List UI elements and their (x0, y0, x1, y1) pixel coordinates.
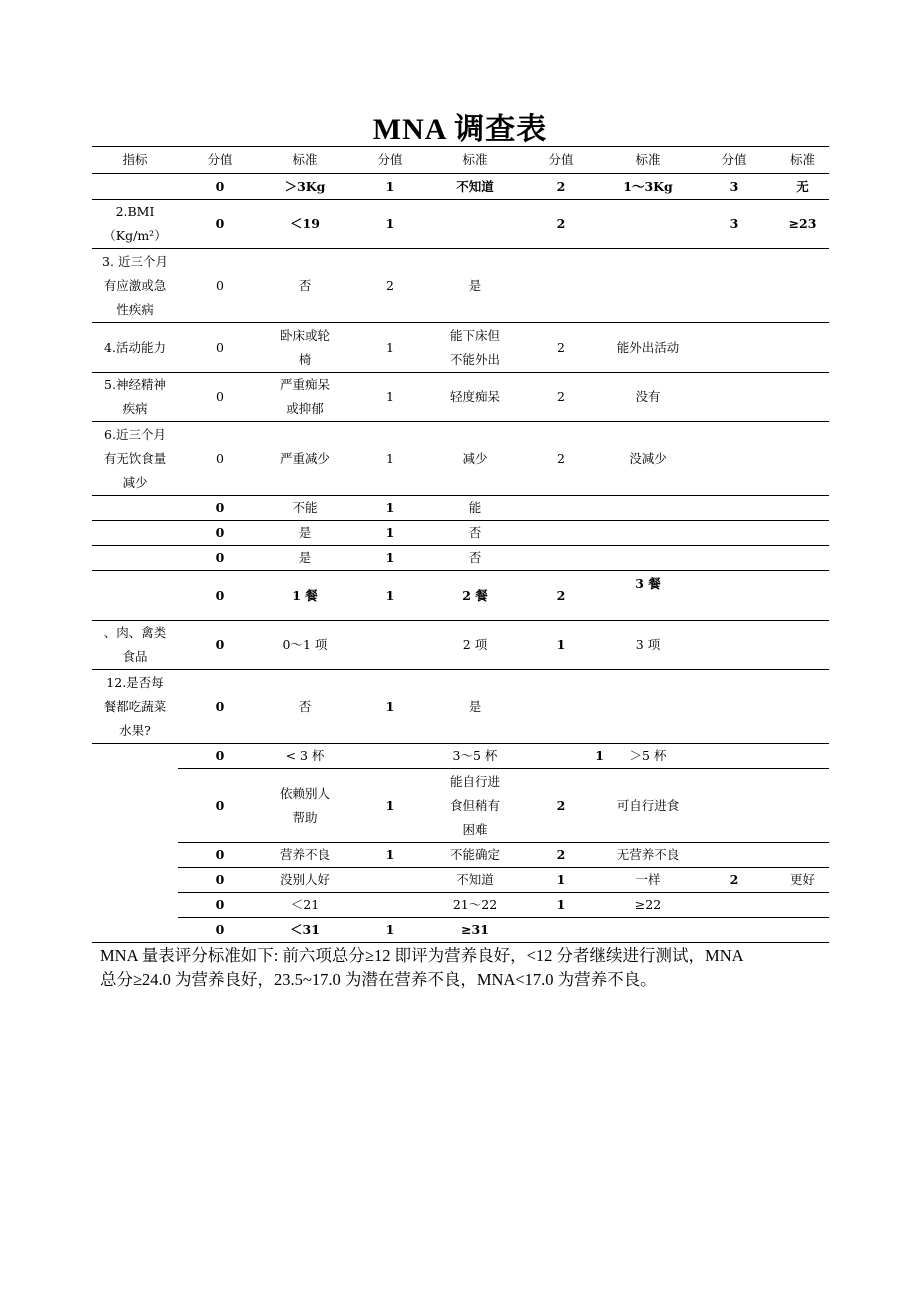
criteria-cell: < 3 杯 (262, 744, 348, 769)
mna-survey-table (92, 146, 829, 943)
criteria-cell: ＞3Kg (262, 174, 348, 200)
criteria-cell: ＜21 (262, 893, 348, 918)
criteria-cell: 可自行进食 (604, 769, 692, 843)
indicator-text: 食品 (122, 649, 148, 664)
criteria-cell: ≥22 (604, 893, 692, 918)
score-cell: 1 (348, 918, 432, 943)
indicator-text: 6.近三个月 (104, 426, 166, 442)
criteria-cell: 3～5 杯 (432, 744, 518, 769)
criteria-cell: 一样 (604, 868, 692, 893)
header-cell: 分值 (348, 147, 432, 174)
criteria-cell: 否 (262, 249, 348, 323)
criteria-text: 不能外出 (449, 351, 500, 367)
criteria-text: 能自行进 (449, 773, 500, 789)
criteria-cell (432, 323, 518, 373)
score-cell: 1 (518, 744, 604, 769)
indicator-cell (92, 373, 178, 422)
criteria-cell (262, 373, 348, 422)
criteria-cell: 2 餐 (432, 571, 518, 621)
indicator-text: 5.神经精神 (104, 377, 166, 392)
criteria-cell (604, 571, 692, 621)
criteria-cell: 不知道 (432, 868, 518, 893)
score-cell: 1 (518, 893, 604, 918)
score-cell: 0 (178, 521, 262, 546)
criteria-cell (432, 200, 518, 249)
score-cell: 1 (348, 571, 432, 621)
indicator-cell (92, 422, 178, 496)
indicator-cell (92, 670, 178, 744)
score-cell: 0 (178, 670, 262, 744)
criteria-cell: 能 (432, 496, 518, 521)
header-cell: 分值 (518, 147, 604, 174)
criteria-cell (262, 323, 348, 373)
score-cell: 0 (178, 546, 262, 571)
scoring-note (100, 944, 822, 992)
table-row (92, 373, 829, 422)
criteria-cell: 21～22 (432, 893, 518, 918)
score-cell: 0 (178, 496, 262, 521)
table-row (92, 621, 829, 670)
indicator-cell (92, 200, 178, 249)
criteria-cell: 3 项 (604, 621, 692, 670)
table-row (92, 893, 829, 918)
criteria-cell: ≥23 (776, 200, 829, 249)
indicator-text: 12.是否每 (106, 674, 164, 690)
scoring-note-line: MNA 量表评分标准如下: 前六项总分≥12 即评为营养良好，<12 分者继续进行测试，MNA (100, 946, 744, 965)
score-cell: 1 (348, 546, 432, 571)
criteria-cell (262, 769, 348, 843)
table-row (92, 546, 829, 571)
score-cell: 2 (518, 769, 604, 843)
table-row (92, 174, 829, 200)
criteria-cell (604, 200, 692, 249)
table-row (92, 918, 829, 943)
score-cell: 1 (348, 843, 432, 868)
criteria-cell: ＜31 (262, 918, 348, 943)
table-row (92, 323, 829, 373)
indicator-text: 3. 近三个月 (102, 253, 168, 269)
score-cell: 2 (518, 200, 604, 249)
indicator-text: 2.BMI (115, 204, 155, 219)
score-cell: 2 (518, 571, 604, 621)
criteria-text: 帮助 (292, 809, 318, 825)
criteria-text: 食但稍有 (449, 797, 500, 813)
score-cell: 2 (348, 249, 432, 323)
score-cell: 0 (178, 769, 262, 843)
score-cell: 0 (178, 918, 262, 943)
score-cell: 2 (518, 373, 604, 422)
criteria-cell: 是 (432, 670, 518, 744)
score-cell: 1 (348, 496, 432, 521)
criteria-cell: 能外出活动 (604, 323, 692, 373)
score-cell: 0 (178, 843, 262, 868)
page-title: MNA 调查表 (372, 113, 548, 146)
table-row (92, 769, 829, 843)
table-row (92, 744, 829, 769)
table-row (92, 249, 829, 323)
score-cell: 1 (348, 200, 432, 249)
criteria-cell (432, 769, 518, 843)
score-cell: 0 (178, 571, 262, 621)
criteria-cell: 不能 (262, 496, 348, 521)
score-cell: 0 (178, 422, 262, 496)
table-header-row (92, 147, 829, 174)
score-cell: 0 (178, 174, 262, 200)
criteria-cell: 无营养不良 (604, 843, 692, 868)
criteria-text: 椅 (298, 351, 312, 367)
table-row (92, 670, 829, 744)
criteria-cell: 1～3Kg (604, 174, 692, 200)
table-row (92, 496, 829, 521)
criteria-cell: ＞5 杯 (604, 744, 692, 769)
criteria-cell: 是 (262, 521, 348, 546)
criteria-cell: 无 (776, 174, 829, 200)
score-cell: 1 (348, 174, 432, 200)
indicator-text: 减少 (122, 474, 148, 490)
criteria-cell: 严重减少 (262, 422, 348, 496)
score-cell: 2 (518, 323, 604, 373)
header-cell: 分值 (692, 147, 776, 174)
criteria-cell: 不能确定 (432, 843, 518, 868)
criteria-cell: 是 (262, 546, 348, 571)
criteria-cell: 减少 (432, 422, 518, 496)
score-cell: 0 (178, 323, 262, 373)
score-cell: 1 (348, 521, 432, 546)
header-cell: 标准 (432, 147, 518, 174)
criteria-text: 严重痴呆 (279, 377, 330, 392)
score-cell: 0 (178, 744, 262, 769)
table-row (92, 843, 829, 868)
criteria-text: 依赖别人 (279, 785, 330, 801)
criteria-cell: 1 餐 (262, 571, 348, 621)
indicator-text: 有无饮食量 (103, 450, 167, 466)
criteria-cell: 2 项 (432, 621, 518, 670)
table-row (92, 200, 829, 249)
criteria-cell: 轻度痴呆 (432, 373, 518, 422)
table-row (92, 868, 829, 893)
indicator-text: 餐都吃蔬菜 (103, 698, 167, 714)
header-cell: 指标 (92, 147, 178, 174)
score-cell: 1 (348, 769, 432, 843)
indicator-cell (92, 249, 178, 323)
table-row (92, 521, 829, 546)
score-cell: 1 (348, 670, 432, 744)
indicator-text: 有应激或急 (103, 277, 167, 293)
score-cell: 1 (348, 323, 432, 373)
score-cell: 3 (692, 174, 776, 200)
criteria-text: 3 餐 (635, 575, 661, 591)
score-cell: 2 (692, 868, 776, 893)
criteria-cell: 没别人好 (262, 868, 348, 893)
header-cell: 标准 (776, 147, 829, 174)
table-row (92, 422, 829, 496)
criteria-cell: 没减少 (604, 422, 692, 496)
indicator-text: 、肉、禽类 (103, 625, 167, 640)
score-cell: 0 (178, 868, 262, 893)
criteria-cell: 0～1 项 (262, 621, 348, 670)
criteria-text: 卧床或轮 (279, 327, 330, 343)
criteria-cell: 否 (432, 521, 518, 546)
score-cell: 1 (348, 373, 432, 422)
criteria-text: 能下床但 (449, 327, 500, 343)
indicator-text: 性疾病 (116, 301, 154, 317)
indicator-text: 疾病 (122, 401, 148, 416)
score-cell: 2 (518, 174, 604, 200)
score-cell: 1 (518, 621, 604, 670)
criteria-cell: ≥31 (432, 918, 518, 943)
indicator-cell: 4.活动能力 (92, 323, 178, 373)
criteria-cell: 否 (432, 546, 518, 571)
criteria-cell: 没有 (604, 373, 692, 422)
criteria-cell: 是 (432, 249, 518, 323)
header-cell: 标准 (604, 147, 692, 174)
criteria-text: 或抑郁 (286, 401, 324, 416)
score-cell: 2 (518, 422, 604, 496)
indicator-text: （Kg/m²） (103, 228, 167, 243)
score-cell: 0 (178, 249, 262, 323)
indicator-text: 水果? (119, 722, 151, 738)
criteria-cell: 营养不良 (262, 843, 348, 868)
criteria-cell: 更好 (776, 868, 829, 893)
table-row (92, 571, 829, 621)
criteria-text: 困难 (462, 821, 488, 837)
score-cell: 1 (348, 422, 432, 496)
criteria-cell: 否 (262, 670, 348, 744)
score-cell: 0 (178, 200, 262, 249)
header-cell: 分值 (178, 147, 262, 174)
indicator-cell (92, 174, 178, 200)
score-cell: 3 (692, 200, 776, 249)
score-cell: 0 (178, 893, 262, 918)
score-cell: 0 (178, 621, 262, 670)
indicator-cell (92, 621, 178, 670)
criteria-cell: 不知道 (432, 174, 518, 200)
scoring-note-line: 总分≥24.0 为营养良好，23.5~17.0 为潜在营养不良，MNA<17.0 为营养不良。 (100, 970, 657, 989)
score-cell: 1 (518, 868, 604, 893)
score-cell: 2 (518, 843, 604, 868)
header-cell: 标准 (262, 147, 348, 174)
criteria-cell: ＜19 (262, 200, 348, 249)
score-cell: 0 (178, 373, 262, 422)
